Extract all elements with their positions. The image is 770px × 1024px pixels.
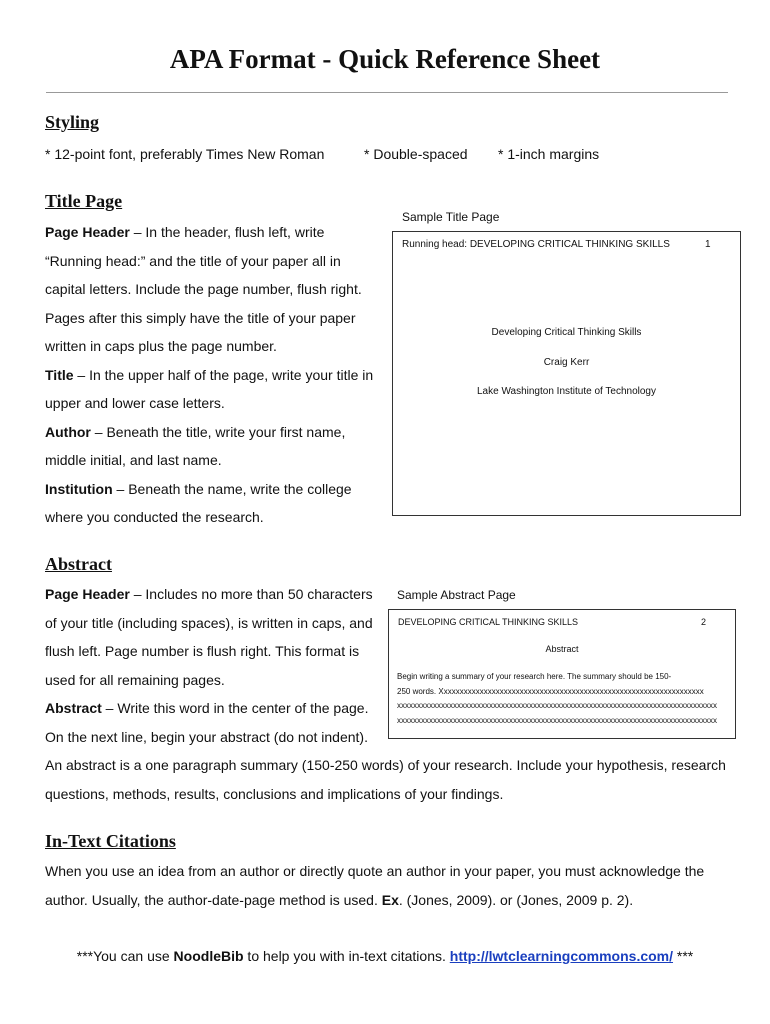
sample-title-page	[392, 231, 741, 516]
instruction-line: middle initial, and last name.	[45, 452, 222, 468]
title-divider	[46, 92, 728, 93]
instruction-line: Title – In the upper half of the page, write your title in	[45, 366, 374, 383]
instruction-line: of your title (including spaces), is written in caps, and	[45, 614, 373, 631]
title-page-instructions	[45, 218, 390, 532]
sample-abstract-page	[388, 609, 736, 739]
title-page-heading: Title Page	[45, 191, 123, 211]
instruction-line: Author – Beneath the title, write your first name,	[45, 423, 346, 440]
abstract-page-header: DEVELOPING CRITICAL THINKING SKILLS	[398, 617, 579, 627]
summary-line: questions, methods, results, conclusions and implications of your findings.	[45, 785, 504, 802]
abstract-word: Abstract	[545, 644, 579, 654]
instruction-line: On the next line, begin your abstract (do not indent).	[45, 728, 368, 745]
page-title: APA Format - Quick Reference Sheet	[169, 44, 601, 74]
sample-paper-title: Developing Critical Thinking Skills	[491, 327, 642, 338]
sample-title-page-label: Sample Title Page	[402, 210, 500, 224]
sample-author: Craig Kerr	[543, 357, 590, 368]
instruction-line: Page Header – In the header, flush left, write	[45, 224, 325, 240]
summary-line: An abstract is a one paragraph summary (150-250 words) of your research. Include your hypothesis, research	[45, 757, 726, 773]
citations-body	[45, 857, 745, 914]
citations-heading: In-Text Citations	[45, 831, 176, 851]
instruction-line: upper and lower case letters.	[45, 395, 225, 411]
footer-note: ***You can use NoodleBib to help you with in-text citations. http://lwtclearningcommons.com/ ***	[76, 948, 694, 964]
citations-line: When you use an idea from an author or directly quote an author in your paper, you must acknowledge the	[45, 863, 705, 879]
styling-heading: Styling	[45, 112, 100, 132]
sample-institution: Lake Washington Institute of Technology	[476, 386, 656, 397]
instruction-line: flush left. Page number is flush right. This format is	[45, 643, 360, 659]
abstract-heading: Abstract	[45, 554, 112, 574]
instruction-line: Pages after this simply have the title of your paper	[45, 309, 356, 326]
instruction-line: Institution – Beneath the name, write the college	[45, 480, 352, 497]
instruction-line: “Running head:” and the title of your paper all in	[45, 252, 341, 269]
abstract-page-number: 2	[701, 617, 707, 627]
instruction-line: Page Header – Includes no more than 50 characters	[45, 586, 373, 602]
abstract-sample-text	[397, 670, 717, 728]
instruction-line: written in caps plus the page number.	[45, 338, 277, 354]
abstract-sample-line: 250 words. Xxxxxxxxxxxxxxxxxxxxxxxxxxxxxxxxxxxxxxxxxxxxxxxxxxxxxxxxxxxxxxxxxx	[397, 686, 704, 696]
abstract-sample-line: xxxxxxxxxxxxxxxxxxxxxxxxxxxxxxxxxxxxxxxxxxxxxxxxxxxxxxxxxxxxxxxxxxxxxxxxxxxxxxxx	[397, 715, 717, 725]
abstract-sample-line: Begin writing a summary of your research here. The summary should be 150-	[397, 672, 672, 681]
citations-line: author. Usually, the author-date-page method is used. Ex. (Jones, 2009). or (Jones, 2009 p. 2).	[45, 891, 634, 908]
instruction-line: used for all remaining pages.	[45, 671, 225, 688]
learning-commons-link[interactable]: http://lwtclearningcommons.com/	[449, 948, 674, 964]
abstract-summary	[45, 751, 745, 808]
abstract-instructions	[45, 580, 385, 751]
styling-item-font: * 12-point font, preferably Times New Roman	[45, 146, 325, 162]
instruction-line: Abstract – Write this word in the center of the page.	[45, 700, 369, 716]
page-number: 1	[705, 239, 711, 250]
instruction-line: where you conducted the research.	[45, 509, 264, 525]
styling-item-spacing: * Double-spaced	[364, 146, 468, 162]
styling-item-margins: * 1-inch margins	[498, 146, 600, 162]
instruction-line: capital letters. Include the page number, flush right.	[45, 281, 362, 297]
abstract-sample-line: xxxxxxxxxxxxxxxxxxxxxxxxxxxxxxxxxxxxxxxxxxxxxxxxxxxxxxxxxxxxxxxxxxxxxxxxxxxxxxxx	[397, 701, 717, 710]
sample-abstract-page-label: Sample Abstract Page	[397, 588, 516, 602]
running-head: Running head: DEVELOPING CRITICAL THINKING SKILLS	[402, 239, 670, 250]
